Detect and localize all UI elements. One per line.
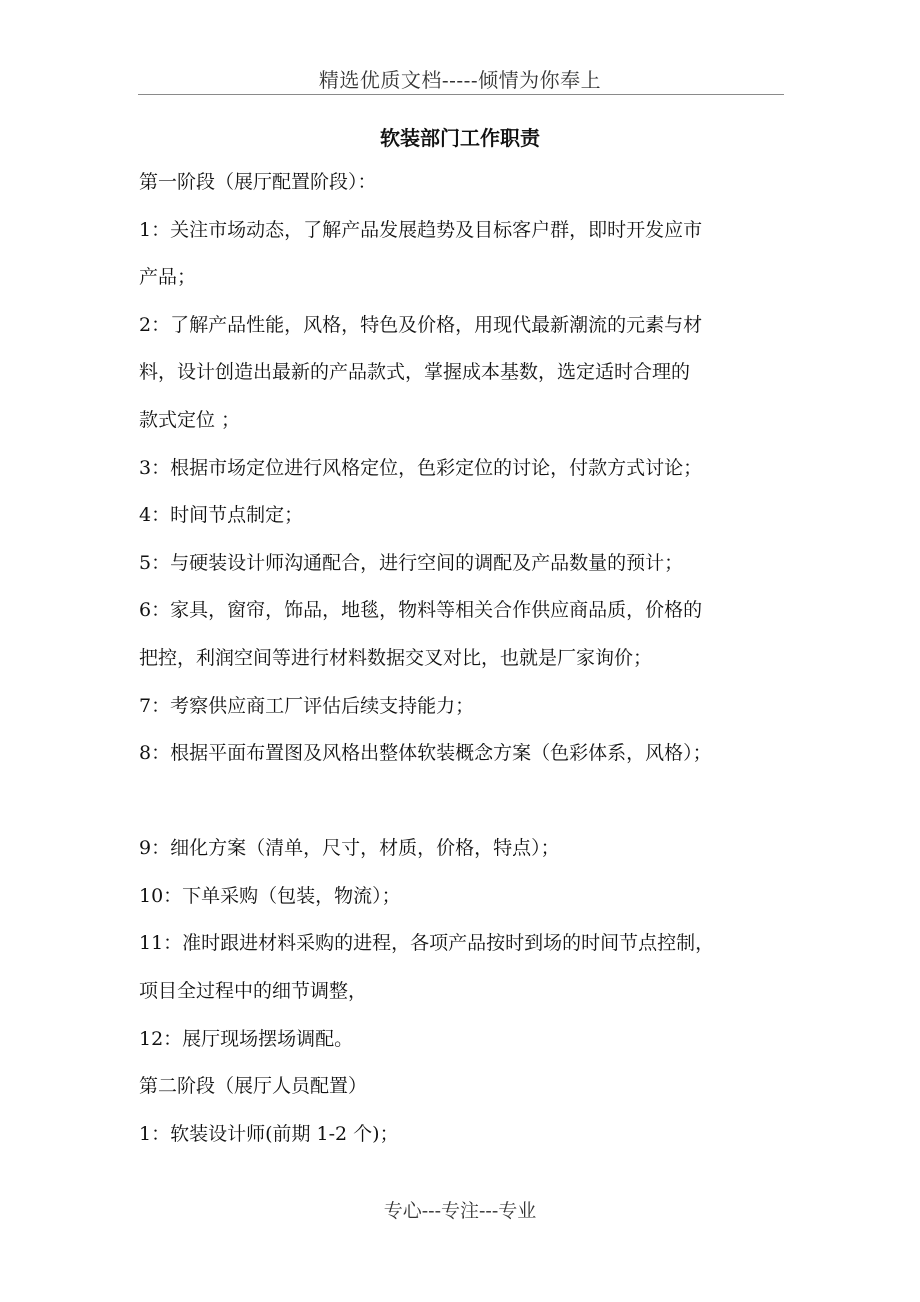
body-line: 12：展厅现场摆场调配。 [139,1027,354,1050]
body-line: 10：下单采购（包装，物流）； [139,884,401,907]
body-line: 7：考察供应商工厂评估后续支持能力； [139,694,475,717]
body-line: 8：根据平面布置图及风格出整体软装概念方案（色彩体系，风格）； [139,742,712,765]
body-line: 11：准时跟进材料采购的进程，各项产品按时到场的时间节点控制， [139,932,715,955]
section-heading-stage-2: 第二阶段（展厅人员配置） [139,1075,368,1098]
document-body [139,170,787,1169]
body-line: 料，设计创造出最新的产品款式，掌握成本基数，选定适时合理的 [139,361,691,384]
body-line: 项目全过程中的细节调整， [139,979,368,1002]
body-line: 产品； [139,266,197,289]
section-heading-stage-1: 第一阶段（展厅配置阶段）： [139,171,377,193]
body-line: 1：关注市场动态，了解产品发展趋势及目标客户群，即时开发应市 [139,218,703,241]
body-line: 3：根据市场定位进行风格定位，色彩定位的讨论，付款方式讨论； [139,456,703,479]
body-line: 4：时间节点制定； [139,504,304,527]
page-footer: 专心---专注---专业 [383,1200,537,1222]
body-line: 9：细化方案（清单，尺寸，材质，价格，特点）； [139,837,560,860]
document-title: 软装部门工作职责 [380,126,540,150]
page-header: 精选优质文档-----倾情为你奉上 [318,68,602,92]
body-line: 1：软装设计师(前期 1-2 个)； [139,1122,399,1145]
body-line: 款式定位 ； [139,408,241,431]
body-line: 2：了解产品性能，风格，特色及价格，用现代最新潮流的元素与材 [139,313,703,336]
header-divider [138,94,784,95]
body-line: 5：与硬装设计师沟通配合，进行空间的调配及产品数量的预计； [139,551,684,574]
body-line: 把控，利润空间等进行材料数据交叉对比，也就是厂家询价； [139,646,653,669]
body-line: 6：家具，窗帘，饰品，地毯，物料等相关合作供应商品质，价格的 [139,599,703,622]
